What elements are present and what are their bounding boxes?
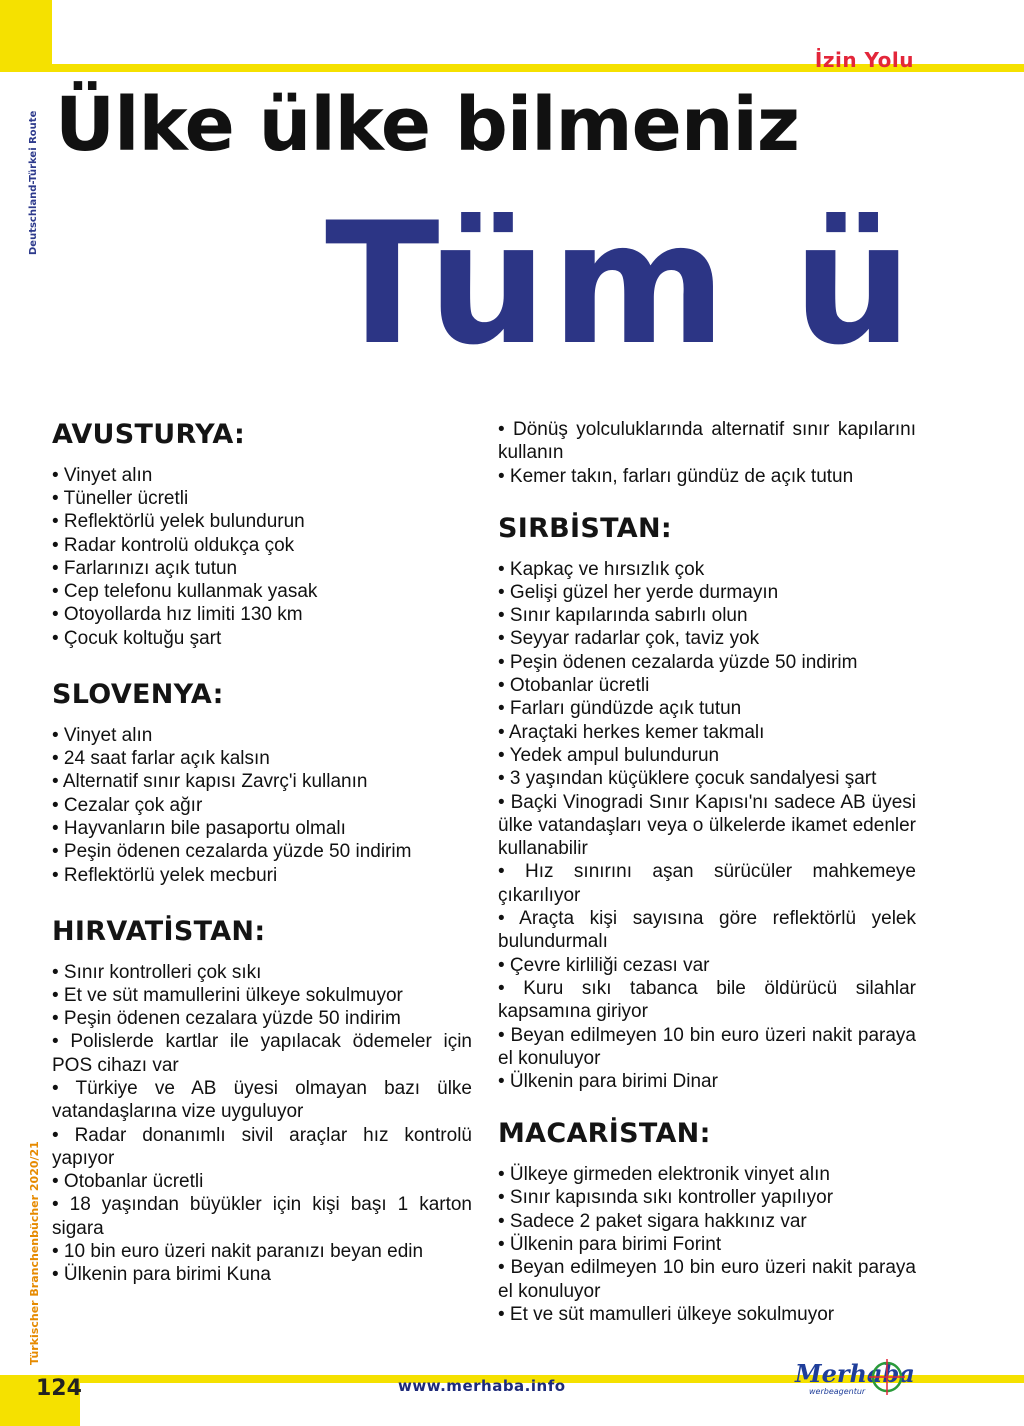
list-item: • 18 yaşından büyükler için kişi başı 1 karton sigara [52,1194,472,1239]
list-item: • Peşin ödenen cezalarda yüzde 50 indirim [498,651,858,673]
side-route-label: Deutschland-Türkei Route [28,110,39,255]
list-item: • 3 yaşından küçüklere çocuk sandalyesi şart [498,768,877,790]
list-item: • Gelişi güzel her yerde durmayın [498,581,779,603]
list-item: • Et ve süt mamullerini ülkeye sokulmuyor [52,984,403,1006]
list-item: • Kemer takın, farları gündüz de açık tutun [498,465,854,487]
list-item: • Baçki Vinogradi Sınır Kapısı'nı sadece AB üyesi ülke vatandaşları veya o ülkelerde ikamet edenler kullanabilir [498,791,916,860]
list-item: • Ülkenin para birimi Dinar [498,1071,718,1093]
list-item: • Farlarınızı açık tutun [52,557,238,579]
list-item: • Otoyollarda hız limiti 130 km [52,604,303,626]
list-item: • Sınır kontrolleri çok sıkı [52,961,262,983]
list-item: • Seyyar radarlar çok, taviz yok [498,628,760,650]
list-item: • Dönüş yolculuklarında alternatif sınır kapılarını kullanın [498,419,916,464]
section-sirbistan [498,514,916,1094]
list-item: • 24 saat farlar açık kalsın [52,748,270,770]
bullet-list [52,464,472,650]
list-item: • Et ve süt mamulleri ülkeye sokulmuyor [498,1303,835,1325]
section-title: SLOVENYA: [52,679,224,711]
section-slovenya [52,680,472,887]
section-hirvatistan [52,917,472,1287]
list-item: • Reflektörlü yelek mecburi [52,864,278,886]
list-item: • Ülkenin para birimi Kuna [52,1264,271,1286]
list-item: • Araçtaki herkes kemer takmalı [498,721,765,743]
list-item: • Vinyet alın [52,724,153,746]
list-item: • Kapkaç ve hırsızlık çok [498,558,705,580]
logo-target-icon [869,1359,905,1395]
section-title: AVUSTURYA: [52,419,246,450]
list-item: • Hız sınırını aşan sürücüler mahkemeye çıkarılıyor [498,861,916,906]
section-title: MACARİSTAN: [498,1118,711,1150]
merhaba-logo [795,1357,915,1403]
bullet-list-continued [498,418,916,488]
list-item: • Yedek ampul bulundurun [498,744,720,766]
list-item: • 10 bin euro üzeri nakit paranızı beyan edin [52,1241,424,1263]
list-item: • Cezalar çok ağır [52,794,203,816]
list-item: • Alternatif sınır kapısı Zavrç'i kullanın [52,771,368,793]
list-item: • Reflektörlü yelek bulundurun [52,511,305,533]
list-item: • Çevre kirliliği cezası var [498,954,710,976]
list-item: • Beyan edilmeyen 10 bin euro üzeri nakit paraya el konuluyor [498,1257,916,1302]
headline: Ülke ülke bilmeniz [55,82,799,168]
section-title: SIRBİSTAN: [498,512,672,544]
section-title: HIRVATİSTAN: [52,915,266,947]
list-item: • Tüneller ücretli [52,487,189,509]
logo-text: Merhaba [795,1359,915,1388]
list-item: • Peşin ödenen cezalara yüzde 50 indirim [52,1008,401,1030]
list-item: • Sınır kapılarında sabırlı olun [498,605,748,627]
list-item: • Sınır kapısında sıkı kontroller yapılıyor [498,1187,834,1209]
section-kicker: İzin Yolu [814,48,914,72]
list-item: • Ülkenin para birimi Forint [498,1233,722,1255]
section-avusturya [52,420,472,650]
side-publication-label: Türkischer Branchenbücher 2020/21 [28,1141,41,1365]
list-item: • Ülkeye girmeden elektronik vinyet alın [498,1164,830,1186]
list-item: • Radar donanımlı sivil araçlar hız kontrolü yapıyor [52,1124,472,1169]
list-item: • Radar kontrolü oldukça çok [52,534,295,556]
bullet-list [52,961,472,1287]
list-item: • Sadece 2 paket sigara hakkınız var [498,1210,807,1232]
list-item: • Otobanlar ücretli [52,1171,204,1193]
list-item: • Hayvanların bile pasaportu olmalı [52,817,346,839]
list-item: • Türkiye ve AB üyesi olmayan bazı ülke vatandaşlarına vize uyguluyor [52,1078,472,1123]
bullet-list [52,724,472,887]
bullet-list [498,558,916,1094]
list-item: • Polislerde kartlar ile yapılacak ödemeler için POS cihazı var [52,1031,472,1076]
list-item: • Farları gündüzde açık tutun [498,698,742,720]
corner-yellow-block [0,0,52,72]
section-macaristan [498,1119,916,1326]
bullet-list [498,1163,916,1326]
page-number: 124 [36,1376,82,1401]
list-item: • Otobanlar ücretli [498,675,650,697]
list-item: • Cep telefonu kullanmak yasak [52,581,318,603]
website-link[interactable]: www.merhaba.info [398,1377,566,1395]
right-column [498,418,916,1326]
list-item: • Araçta kişi sayısına göre reflektörlü yelek bulundurmalı [498,908,916,953]
list-item: • Beyan edilmeyen 10 bin euro üzeri nakit paraya el konuluyor [498,1024,916,1069]
list-item: • Peşin ödenen cezalarda yüzde 50 indirim [52,841,412,863]
list-item: • Vinyet alın [52,464,153,486]
list-item: • Çocuk koltuğu şart [52,627,222,649]
list-item: • Kuru sıkı tabanca bile öldürücü silahlar kapsamına giriyor [498,977,916,1023]
logo-subtitle: werbeagentur [809,1387,866,1396]
left-column [52,420,472,1287]
big-title-word: Tüm ü [325,186,917,382]
